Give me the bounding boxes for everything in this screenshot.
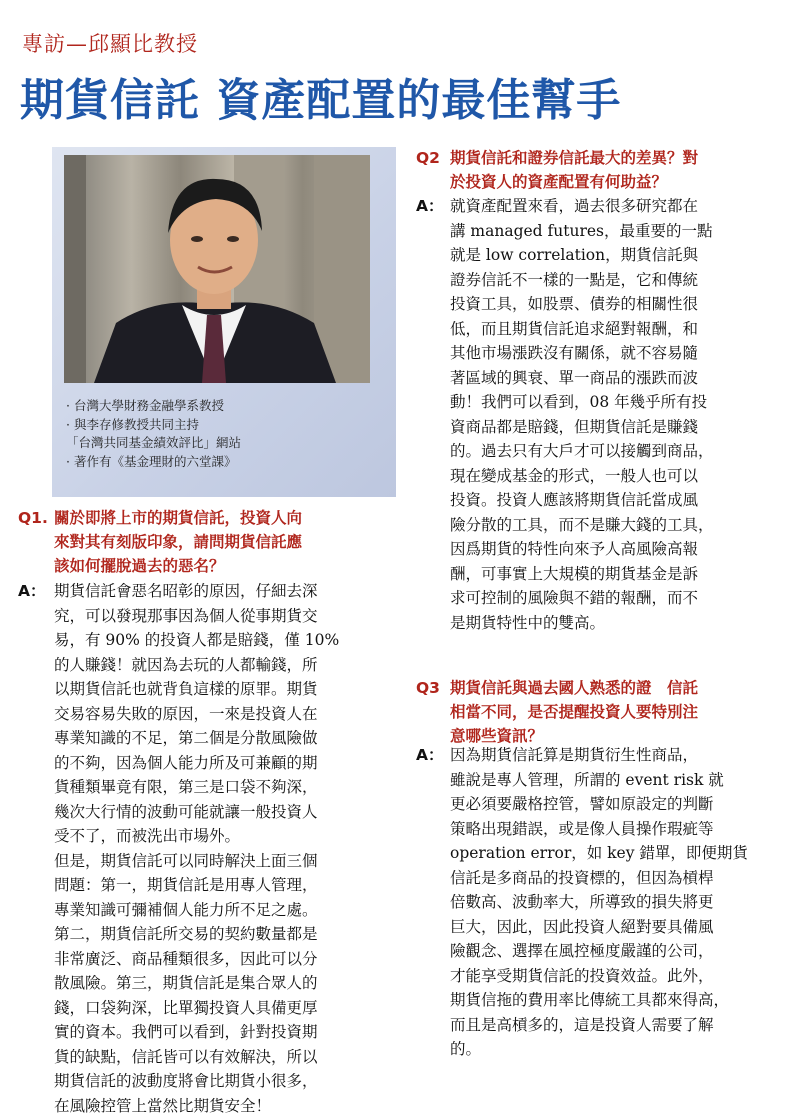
question-line: 該如何擺脫過去的惡名？ — [54, 554, 388, 578]
answer-line: 以期貨信託也就背負這樣的原罪。期貨 — [54, 677, 393, 702]
answer-line: 實的資本。我們可以看到，針對投資期 — [54, 1020, 393, 1045]
answer-line: 就資產配置來看，過去很多研究都在 — [450, 194, 791, 219]
answer-line: 險觀念、選擇在風控極度嚴謹的公司， — [450, 939, 791, 964]
answer-line: 酬，可事實上大規模的期貨基金是訴 — [450, 562, 791, 587]
question-line: 相當不同，是否提醒投資人要特別注 — [450, 700, 791, 724]
answer-1 — [18, 579, 393, 1118]
professor-photo — [64, 155, 370, 383]
answer-line: 就是 low correlation，期貨信託與 — [450, 243, 791, 268]
answer-line: 錢，口袋夠深，比單獨投資人具備更厚 — [54, 996, 393, 1021]
article-kicker: 專訪—邱顯比教授 — [22, 28, 198, 58]
answer-line: 第二，期貨信託所交易的契約數量都是 — [54, 922, 393, 947]
answer-3 — [416, 743, 791, 1062]
answer-line: 講 managed futures，最重要的一點 — [450, 219, 791, 244]
answer-line: 的不夠，因為個人能力所及可兼顧的期 — [54, 751, 393, 776]
answer-line: 策略出現錯誤，或是像人員操作瑕疵等 — [450, 817, 791, 842]
answer-line: 證券信託不一樣的一點是，它和傳統 — [450, 268, 791, 293]
answer-line: 低，而且期貨信託追求絕對報酬，和 — [450, 317, 791, 342]
question-2-number: Q2 — [416, 146, 440, 170]
bio-item: · 與李存修教授共同主持 — [66, 416, 241, 435]
question-3 — [416, 676, 791, 748]
question-3-number: Q3 — [416, 676, 440, 700]
question-line: 於投資人的資產配置有何助益？ — [450, 170, 791, 194]
answer-line: 投資。投資人應該將期貨信託當成風 — [450, 488, 791, 513]
answer-line: 交易容易失敗的原因，一來是投資人在 — [54, 702, 393, 727]
question-line: 意哪些資訊？ — [450, 724, 791, 748]
question-line: 期貨信託和證券信託最大的差異？對 — [450, 146, 791, 170]
answer-line: 非常廣泛、商品種類很多，因此可以分 — [54, 947, 393, 972]
bio-item: 「台灣共同基金績效評比」網站 — [66, 434, 241, 453]
answer-line: 動！我們可以看到，08 年幾乎所有投 — [450, 390, 791, 415]
answer-line: 其他市場漲跌沒有關係，就不容易隨 — [450, 341, 791, 366]
answer-line: 信託是多商品的投資標的，但因為槓桿 — [450, 866, 791, 891]
answer-line: 期貨信託會惡名昭彰的原因，仔細去深 — [54, 579, 393, 604]
question-line: 期貨信託與過去國人熟悉的證 信託 — [450, 676, 791, 700]
answer-line: 易，有 90% 的投資人都是賠錢，僅 10% — [54, 628, 393, 653]
answer-marker: A： — [416, 743, 444, 768]
question-line: 來對其有刻版印象，請問期貨信託應 — [54, 530, 388, 554]
question-1 — [18, 506, 388, 578]
answer-line: 更必須要嚴格控管，譬如原設定的判斷 — [450, 792, 791, 817]
answer-line: 幾次大行情的波動可能就讓一般投資人 — [54, 800, 393, 825]
answer-line: 資商品都是賠錢，但期貨信託是賺錢 — [450, 415, 791, 440]
answer-line: 著區域的興衰、單一商品的漲跌而波 — [450, 366, 791, 391]
answer-line: operation error，如 key 錯單，即便期貨 — [450, 841, 791, 866]
answer-line: 現在變成基金的形式，一般人也可以 — [450, 464, 791, 489]
answer-line: 是期貨特性中的雙高。 — [450, 611, 791, 636]
answer-line: 貨種類畢竟有限，第三是口袋不夠深， — [54, 775, 393, 800]
answer-line: 究，可以發現那事因為個人從事期貨交 — [54, 604, 393, 629]
question-line: 關於即將上市的期貨信託，投資人向 — [54, 506, 388, 530]
answer-marker: A： — [18, 579, 46, 604]
answer-line: 投資工具，如股票、債券的相關性很 — [450, 292, 791, 317]
answer-line: 期貨信託的波動度將會比期貨小很多， — [54, 1069, 393, 1094]
profile-box — [52, 147, 396, 497]
answer-line: 問題：第一，期貨信託是用專人管理， — [54, 873, 393, 898]
answer-line: 但是，期貨信託可以同時解決上面三個 — [54, 849, 393, 874]
question-1-number: Q1. — [18, 506, 48, 530]
bio-item: · 台灣大學財務金融學系教授 — [66, 397, 241, 416]
answer-line: 散風險。第三，期貨信託是集合眾人的 — [54, 971, 393, 996]
answer-line: 險分散的工具，而不是賺大錢的工具， — [450, 513, 791, 538]
bio-list — [66, 397, 241, 471]
answer-line: 的。 — [450, 1037, 791, 1062]
answer-line: 專業知識的不足，第二個是分散風險做 — [54, 726, 393, 751]
answer-line: 的人賺錢！就因為去玩的人都輸錢，所 — [54, 653, 393, 678]
answer-line: 雖說是專人管理，所謂的 event risk 就 — [450, 768, 791, 793]
answer-line: 才能享受期貨信託的投資效益。此外， — [450, 964, 791, 989]
answer-line: 期貨信拖的費用率比傳統工具都來得高， — [450, 988, 791, 1013]
answer-line: 貨的缺點，信託皆可以有效解決，所以 — [54, 1045, 393, 1070]
answer-line: 因爲期貨的特性向來予人高風險高報 — [450, 537, 791, 562]
answer-line: 因為期貨信託算是期貨衍生性商品， — [450, 743, 791, 768]
answer-line: 而且是高槓多的，這是投資人需要了解 — [450, 1013, 791, 1038]
answer-line: 的。過去只有大戶才可以接觸到商品， — [450, 439, 791, 464]
answer-2 — [416, 194, 791, 635]
bio-item: · 著作有《基金理財的六堂課》 — [66, 453, 241, 472]
answer-line: 倍數高、波動率大，所導致的損失將更 — [450, 890, 791, 915]
portrait-illustration — [64, 155, 370, 383]
question-2 — [416, 146, 791, 194]
answer-line: 受不了，而被洗出市場外。 — [54, 824, 393, 849]
answer-line: 在風險控管上當然比期貨安全！ — [54, 1094, 393, 1118]
answer-line: 求可控制的風險與不錯的報酬，而不 — [450, 586, 791, 611]
answer-line: 專業知識可彌補個人能力所不足之處。 — [54, 898, 393, 923]
article-title: 期貨信託 資產配置的最佳幫手 — [20, 64, 621, 128]
answer-line: 巨大，因此，因此投資人絕對要具備風 — [450, 915, 791, 940]
answer-marker: A： — [416, 194, 444, 219]
